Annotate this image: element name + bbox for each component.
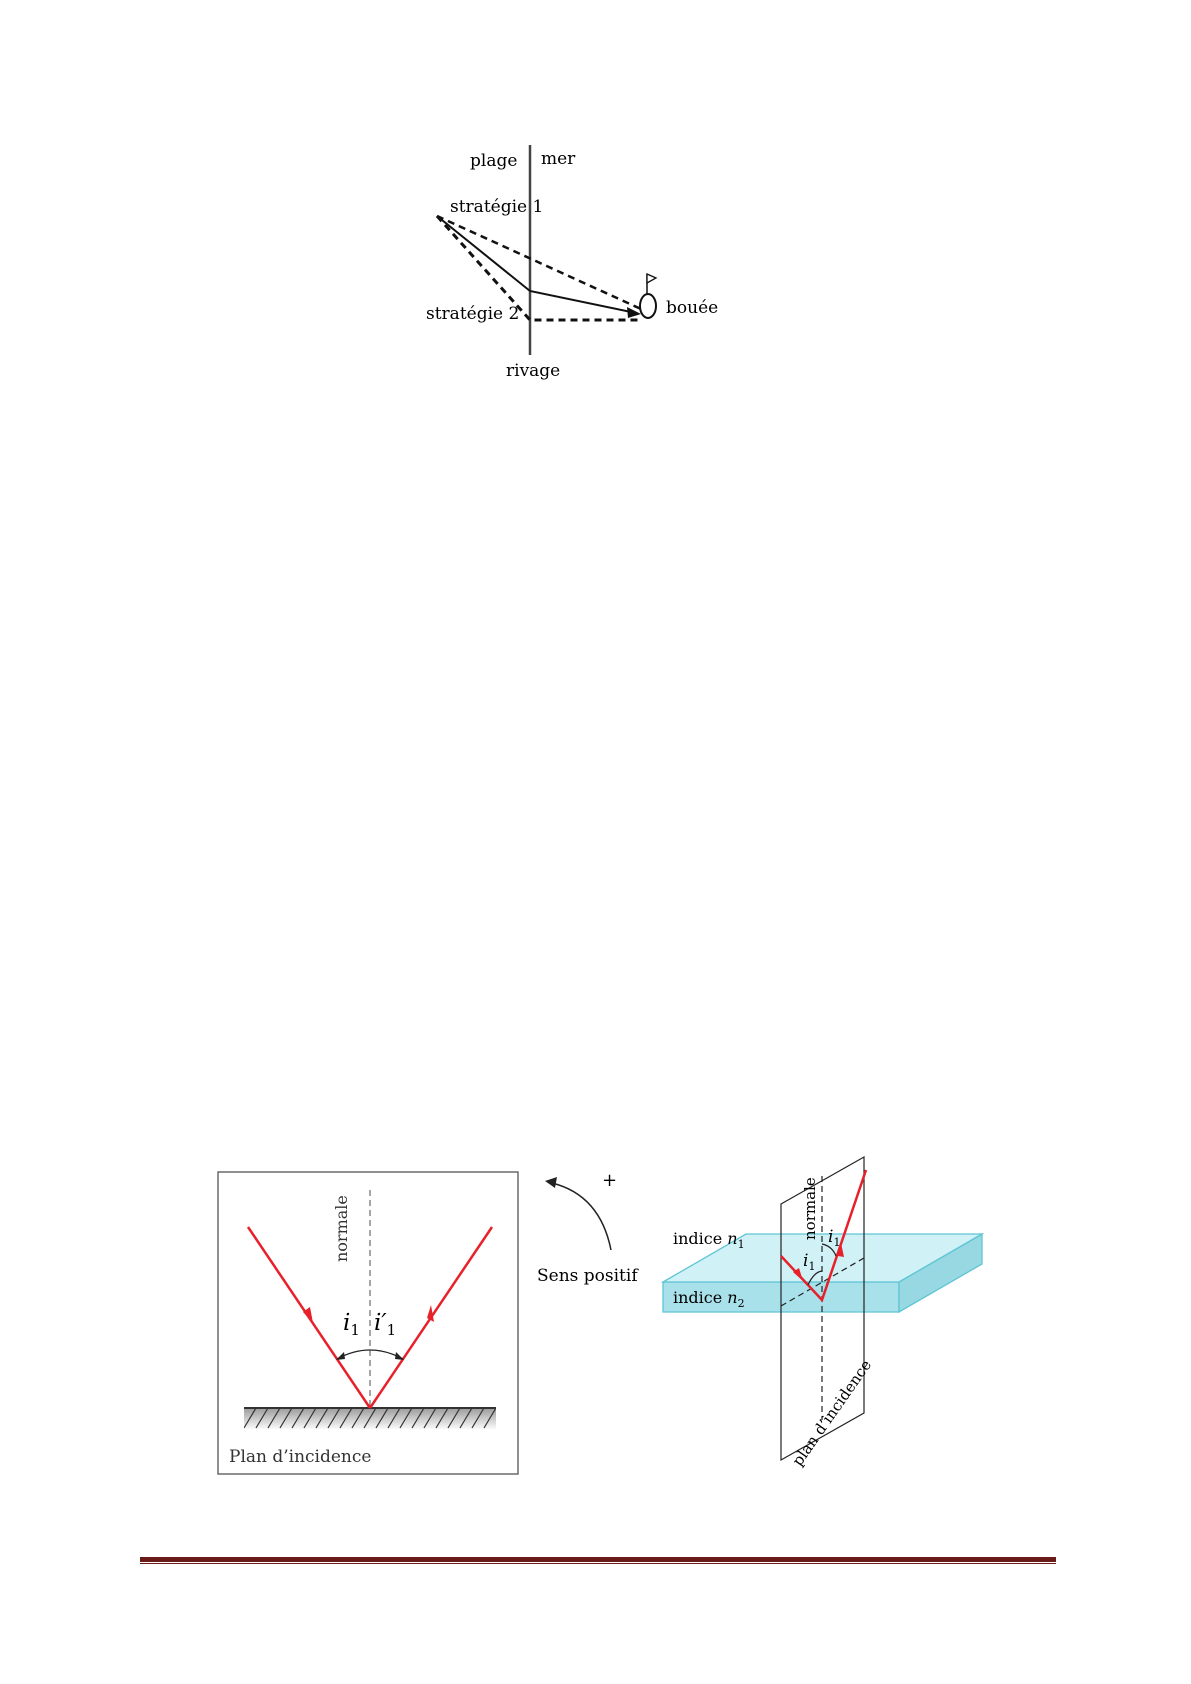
sens-positif-label: Sens positif (537, 1266, 638, 1286)
footer-rule-thick (140, 1557, 1056, 1562)
strategie-2-label: stratégie 2 (426, 304, 520, 324)
i1-3d-label: $i_1$ (803, 1251, 816, 1273)
i1-prime-label: $i'_1$ (374, 1310, 397, 1339)
indice-n1-label: indice $n_1$ (673, 1229, 745, 1251)
i1-3d-top-label: $i_1$ (828, 1227, 841, 1249)
mer-label: mer (541, 149, 576, 169)
rivage-label: rivage (506, 361, 561, 381)
footer-rule (140, 1557, 1056, 1565)
normale-3d-label: normale (801, 1177, 819, 1240)
normale-label: normale (332, 1195, 351, 1262)
plan-incidence-3d-label: plan d’incidence (788, 1356, 876, 1470)
strategie-1-label: stratégie 1 (450, 197, 544, 217)
footer-rule-thin (140, 1563, 1056, 1564)
bouee-label: bouée (666, 298, 719, 318)
plage-label: plage (470, 151, 518, 171)
i1-label: $i_1$ (343, 1310, 360, 1339)
indice-n2-label: indice $n_2$ (673, 1288, 745, 1310)
sens-positif-plus: + (602, 1170, 618, 1191)
plan-incidence-label: Plan d’incidence (229, 1447, 372, 1467)
